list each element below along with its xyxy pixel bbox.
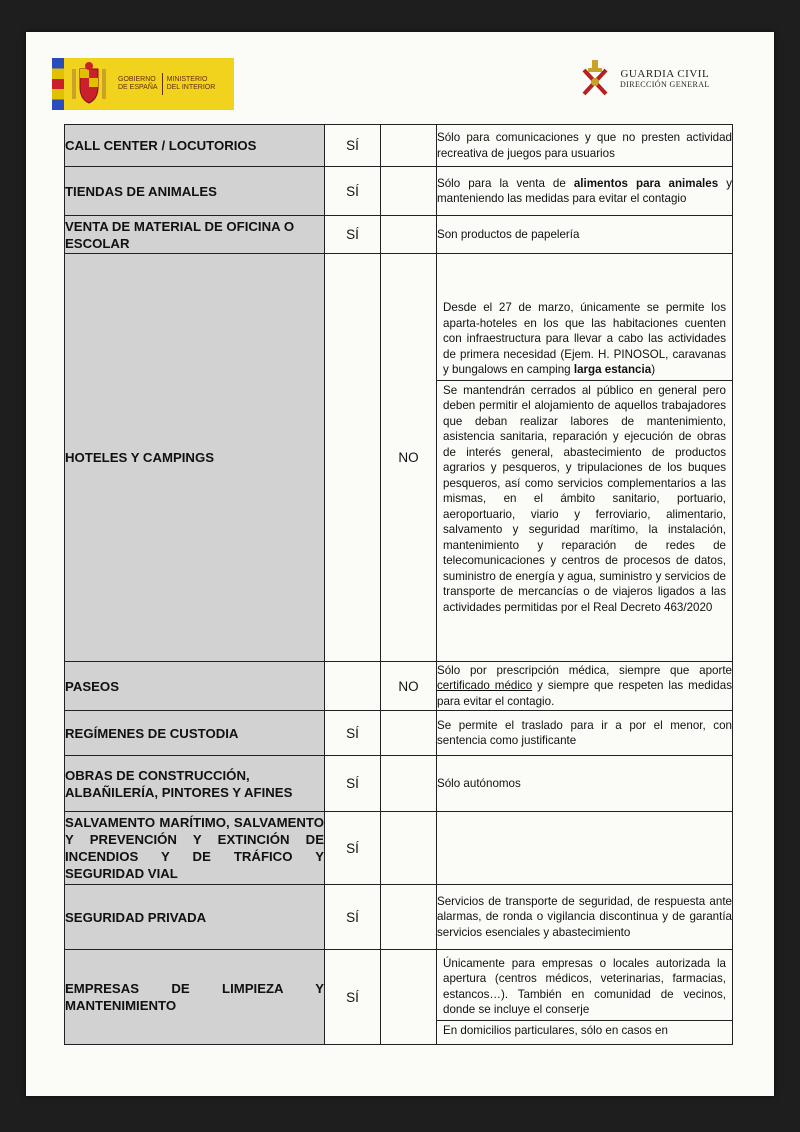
yes-cell <box>325 254 381 662</box>
description-cell: Se permite el traslado para ir a por el menor, con sentencia como justificante <box>437 711 733 756</box>
description-cell: Sólo autónomos <box>437 756 733 812</box>
table-row <box>65 711 733 756</box>
guardia-civil-emblem-icon <box>578 58 612 98</box>
activity-name: EMPRESAS DE LIMPIEZA Y MANTENIMIENTO <box>65 950 325 1045</box>
yes-cell: SÍ <box>325 756 381 812</box>
yes-cell: SÍ <box>325 167 381 216</box>
table-row <box>65 167 733 216</box>
description-cell <box>437 812 733 885</box>
description-text: ) <box>651 363 656 376</box>
description-cell: Sólo para comunicaciones y que no presten actividad recreativa de juegos para usuarios <box>437 125 733 167</box>
yes-cell: SÍ <box>325 216 381 254</box>
description-subcell: Únicamente para empresas o locales autorizada la apertura (centros médicos, veterinarias, farmacias, estancos…). También en comunidad de vecinos, donde se incluye el conserje <box>443 956 726 1017</box>
yes-cell: SÍ <box>325 885 381 950</box>
activity-name: REGÍMENES DE CUSTODIA <box>65 711 325 756</box>
description-subcell: Se mantendrán cerrados al público en general pero deben permitir el alojamiento de aquellos trabajadores que deban realizar labores de mantenimiento, asistencia sanitaria, reparación y ejecución de obras de interés general, abastecimiento de productos agrarios y pesqueros, y tripulaciones de los buques pesqueros, así como servicios complementarios a las mismas, en el ámbito sanitario, portuario, aeroportuario, viario y ferroviario, alimentario, salvamento y seguridad marítimo, la instalación, mantenimiento y reparación de redes de telecomunicaciones y centros de procesos de datos, suministro de energía y agua, suministro y servicios de transporte de mercancías o de viajeros ligados a las actividades permitidas por el Real Decreto 463/2020 <box>437 380 732 618</box>
description-emphasis: alimentos para animales <box>573 176 719 190</box>
no-cell: NO <box>381 662 437 711</box>
yes-cell <box>325 662 381 711</box>
no-cell <box>381 167 437 216</box>
description-text: y siempre que respeten las medidas para evitar el contagio. <box>437 679 733 708</box>
activity-name: PASEOS <box>65 662 325 711</box>
description-cell <box>437 662 733 711</box>
description-cell <box>437 167 733 216</box>
logo-divider <box>162 73 163 95</box>
table-row <box>65 812 733 885</box>
no-cell <box>381 812 437 885</box>
description-text: y manteniendo las medidas para evitar el contagio <box>437 176 732 205</box>
logo-line-4: DEL INTERIOR <box>166 84 216 91</box>
no-cell <box>381 950 437 1045</box>
logo-line-1: GOBIERNO <box>118 76 156 83</box>
activity-name: TIENDAS DE ANIMALES <box>65 167 325 216</box>
document-page <box>26 32 774 1096</box>
gobierno-espana-logo <box>52 58 234 110</box>
description-cell: Servicios de transporte de seguridad, de respuesta ante alarmas, de ronda o vigilancia discontinua y de garantía servicios esenciales y abastecimiento <box>437 885 733 950</box>
no-cell <box>381 125 437 167</box>
description-subcell: En domicilios particulares, sólo en casos en <box>437 1020 732 1041</box>
table-row <box>65 125 733 167</box>
eu-flag-strip <box>52 58 64 110</box>
yes-cell: SÍ <box>325 950 381 1045</box>
activity-name: SEGURIDAD PRIVADA <box>65 885 325 950</box>
description-subcell <box>437 298 732 380</box>
yes-cell: SÍ <box>325 812 381 885</box>
description-text: Desde el 27 de marzo, únicamente se permite los aparta-hoteles en los que las habitaciones cuenten con infraestructura para llevar a cabo las actividades de primera necesidad (Ejem. H. PINOSOL, caravanas y bungalows en camping <box>443 301 726 376</box>
guardia-civil-logo <box>578 58 710 98</box>
logo-line-3: MINISTERIO <box>166 76 208 83</box>
no-cell <box>381 756 437 812</box>
yes-cell: SÍ <box>325 711 381 756</box>
activity-name: SALVAMENTO MARÍTIMO, SALVAMENTO Y PREVENCIÓN Y EXTINCIÓN DE INCENDIOS Y DE TRÁFICO Y SEGURIDAD VIAL <box>65 812 325 885</box>
description-text: Sólo para la venta de <box>437 176 574 190</box>
activity-name: CALL CENTER / LOCUTORIOS <box>65 125 325 167</box>
no-cell <box>381 216 437 254</box>
description-underline: certificado médico <box>437 679 533 693</box>
table-row <box>65 885 733 950</box>
activity-name: OBRAS DE CONSTRUCCIÓN, ALBAÑILERÍA, PINTORES Y AFINES <box>65 756 325 812</box>
table-row <box>65 254 733 662</box>
table-row <box>65 950 733 1045</box>
table-row <box>65 662 733 711</box>
activities-table <box>64 124 733 1045</box>
no-cell <box>381 711 437 756</box>
guardia-civil-subtitle: DIRECCIÓN GENERAL <box>620 79 710 89</box>
activity-name: VENTA DE MATERIAL DE OFICINA O ESCOLAR <box>65 216 325 254</box>
description-cell: Son productos de papelería <box>437 216 733 254</box>
logo-line-2: DE ESPAÑA <box>118 84 158 91</box>
guardia-civil-title: GUARDIA CIVIL <box>620 67 710 80</box>
logo-text-block <box>114 58 234 110</box>
table-row <box>65 756 733 812</box>
yes-cell: SÍ <box>325 125 381 167</box>
no-cell: NO <box>381 254 437 662</box>
table-row <box>65 216 733 254</box>
coat-of-arms-icon <box>64 58 114 110</box>
description-text: Sólo por prescripción médica, siempre que aporte <box>437 663 732 677</box>
description-cell <box>437 254 733 662</box>
activity-name: HOTELES Y CAMPINGS <box>65 254 325 662</box>
description-emphasis: larga estancia <box>573 363 652 376</box>
no-cell <box>381 885 437 950</box>
description-cell <box>437 950 733 1045</box>
